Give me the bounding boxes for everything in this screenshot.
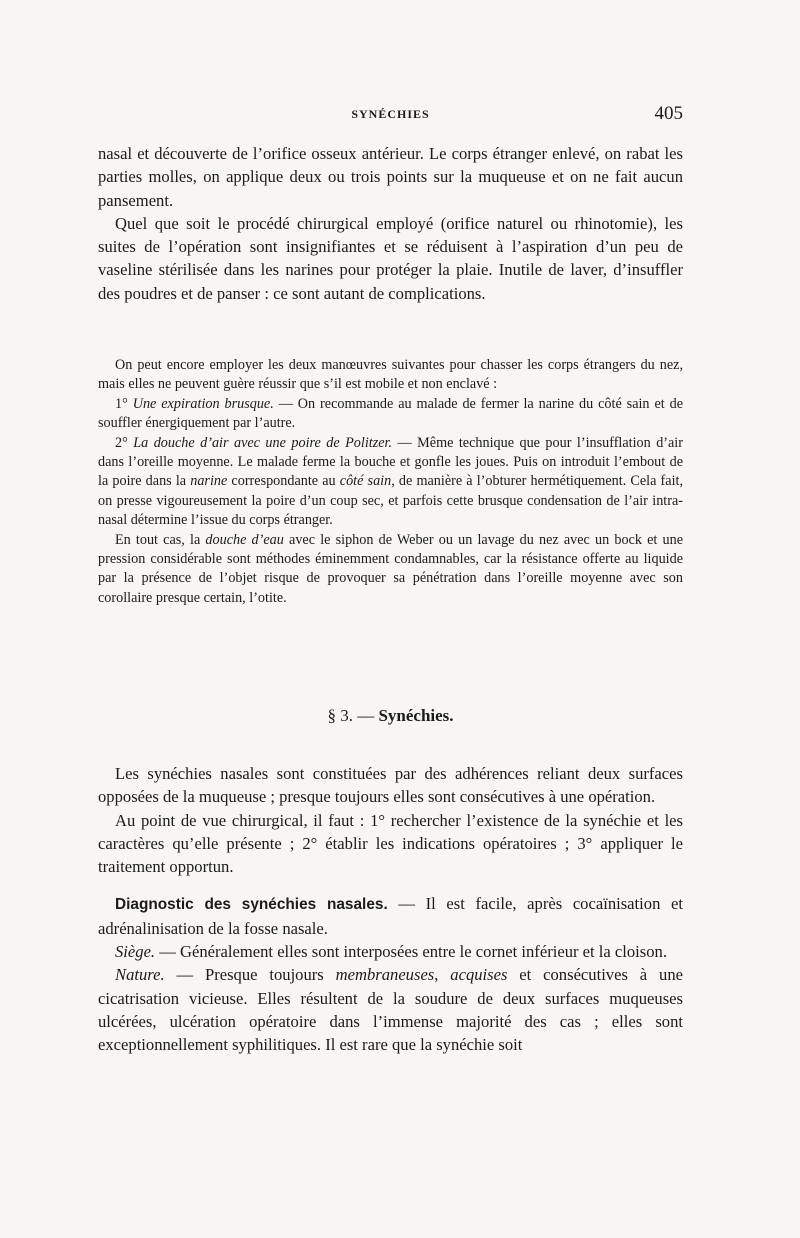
item-text: , de manière à l’obturer hermétiquement. Cela fait, on presse vigoureusement la poire d’un coup sec, et parfois cette brusque condensation de l’air intra-nasal détermine l’issue du corps étranger. (98, 473, 683, 529)
section-heading (98, 706, 683, 726)
item-number: 1° (115, 395, 133, 412)
subheading-siege: Siège. (115, 942, 156, 962)
small-paragraph-expiration (98, 395, 683, 434)
running-head (98, 103, 683, 127)
synechies-text-block (98, 762, 683, 1057)
paragraph-siege (98, 940, 683, 963)
emphasis: acquises (450, 965, 508, 985)
section-title: Synéchies. (378, 706, 454, 725)
paragraph-text: et consécutives à une cicatrisation vicieuse. Elles résultent de la soudure de deux surfaces muqueuses ulcérées, ulcération opératoire dans l’immense majorité des cas ; elles sont exceptionnellement syphilitiques. Il est rare que la synéchie soit (98, 965, 683, 1055)
emphasis: membraneuses (335, 965, 435, 985)
paragraph-surgical-steps: Au point de vue chirurgical, il faut : 1° rechercher l’existence de la synéchie et les caractères qu’elle présente ; 2° établir les indications opératoires ; 3° appliquer le traitement opportun. (98, 810, 683, 877)
paragraph-nature (98, 963, 683, 1056)
paragraph-definition: Les synéchies nasales sont constituées par des adhérences reliant deux surfaces opposées de la muqueuse ; presque toujours elles sont consécutives à une opération. (98, 764, 683, 807)
paragraph-diagnostic (98, 892, 683, 940)
item-text: correspondante au (227, 473, 340, 490)
diagnostic-heading: Diagnostic des synéchies nasales. (115, 896, 388, 914)
item-text: — On recommande au malade de fermer la narine du côté sain et de souffler énergiquement par l’autre. (98, 395, 683, 432)
small-print-block (98, 356, 683, 608)
item-number: 2° (115, 434, 134, 451)
paragraph-continued: nasal et découverte de l’orifice osseux antérieur. Le corps étranger enlevé, on rabat les parties molles, on applique deux ou trois points sur la muqueuse et on ne fait aucun pansement. (98, 144, 683, 210)
page-number: 405 (654, 103, 683, 124)
item-text: — Même technique que pour l’insufflation d’air dans l’oreille moyenne. Le malade ferme la bouche et gonfle les joues. Puis on introduit l’embout de la poire dans la (98, 434, 683, 490)
section-number: § 3. — (327, 706, 379, 725)
paragraph-text: En tout cas, la (115, 531, 206, 548)
paragraph-text: , (434, 965, 451, 985)
subheading-nature: Nature. (115, 965, 165, 985)
item-title: Une expiration brusque. (132, 395, 274, 412)
paragraph-text: — Généralement elles sont interposées entre le cornet inférieur et la cloison. (155, 942, 667, 962)
paragraph-text: — Presque toujours (164, 965, 336, 985)
small-paragraph-warning (98, 531, 683, 609)
running-title: SYNÉCHIES (351, 107, 430, 121)
emphasis: douche d’eau (205, 531, 284, 548)
emphasis: narine (190, 473, 228, 490)
item-title: La douche d’air avec une poire de Politzer. (133, 434, 393, 451)
opening-text-block (98, 142, 683, 305)
small-paragraph-politzer (98, 434, 683, 531)
small-paragraph-intro: On peut encore employer les deux manœuvres suivantes pour chasser les corps étrangers du nez, mais elles ne peuvent guère réussir que s’il est mobile et non enclavé : (98, 357, 683, 393)
paragraph-text: — Il est facile, après cocaïnisation et adrénalinisation de la fosse nasale. (98, 894, 683, 938)
paragraph-spacer (98, 878, 683, 892)
emphasis: côté sain (339, 473, 392, 490)
paragraph-procedure: Quel que soit le procédé chirurgical employé (orifice naturel ou rhinotomie), les suites de l’opération sont insignifiantes et se réduisent à l’aspiration d’un peu de vaseline stérilisée dans les narines pour protéger la plaie. Inutile de laver, d’insuffler des poudres et de panser : ce sont autant de complications. (98, 213, 683, 303)
paragraph-text: avec le siphon de Weber ou un lavage du nez avec un bock et une pression considérable sont méthodes éminemment condamnables, car la résistance offerte au liquide par la présence de l’objet risque de provoquer sa pénétration dans l’oreille moyenne avec son corollaire presque certain, l’otite. (98, 531, 684, 606)
